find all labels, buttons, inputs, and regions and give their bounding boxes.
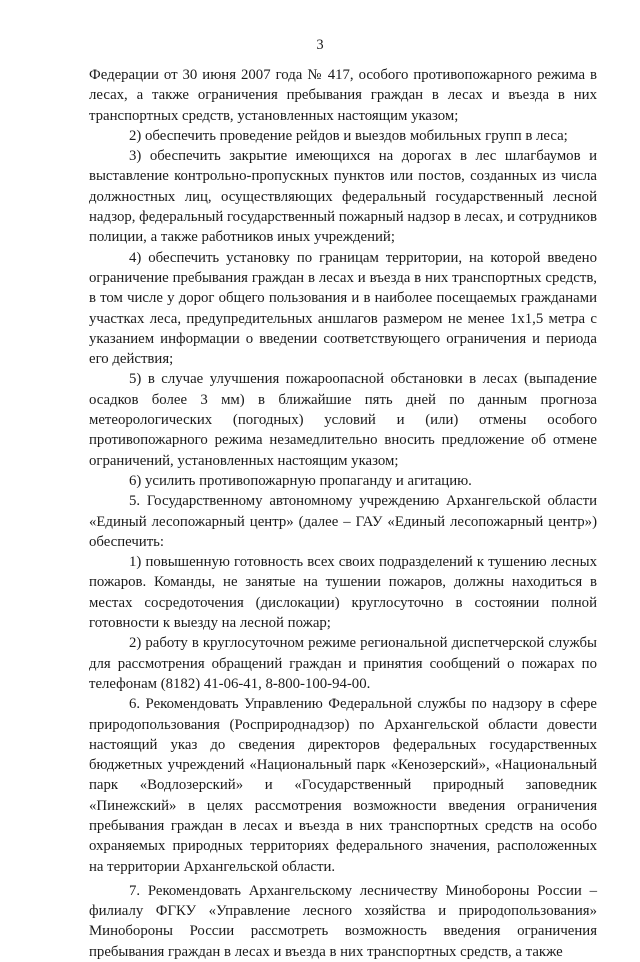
document-body [89,65,597,962]
paragraph-item-5-cancel-restrictions: 5) в случае улучшения пожароопасной обстановки в лесах (выпадение осадков более 3 мм) в ближайшие пять дней по данным прогноза метеорологических (погодных) условий и (или) отмены особого противопожарного режима незамедлительно вносить предложение об отмене ограничений, установленных настоящим указом; [89,371,597,469]
paragraph-item-4-signs: 4) обеспечить установку по границам территории, на которой введено ограничение пребывания граждан в лесах и въезда в них транспортных средств, в том числе у дорог общего пользования и в наиболее посещаемых гражданами участках леса, предупредительных аншлагов размером не менее 1х1,5 метра с указанием информации о введении соответствующего ограничения и периода его действия; [89,249,597,368]
paragraph-item-1-readiness: 1) повышенную готовность всех своих подразделений к тушению лесных пожаров. Команды, не занятые на тушении пожаров, должны находиться в местах сосредоточения (дислокации) круглосуточно в состоянии полной готовности к выезду на лесной пожар; [89,554,597,632]
paragraph-section-6-rosprirodnadzor: 6. Рекомендовать Управлению Федеральной службы по надзору в сфере природопользования (Росприроднадзор) по Архангельской области довести настоящий указ до сведения директоров федеральных государственных бюджетных учреждений «Национальный парк «Кенозерский», «Национальный парк «Водлозерский» и «Государственный природный заповедник «Пинежский» в целях рассмотрения возможности введения ограничения пребывания граждан в лесах и въезда в них транспортных средств на особо охраняемых природных территориях федерального значения, расположенных на территории Архангельской области. [89,696,597,875]
paragraph-item-3-barriers: 3) обеспечить закрытие имеющихся на дорогах в лес шлагбаумов и выставление контрольно-пропускных пунктов или постов, созданных из числа должностных лиц, осуществляющих федеральный государственный лесной надзор, федеральный государственный пожарный надзор в лесах, и сотрудников полиции, а также работников иных учреждений; [89,148,597,246]
paragraph-item-2-dispatch: 2) работу в круглосуточном режиме региональной диспетчерской службы для рассмотрения обращений граждан и принятия сообщений о пожарах по телефонам (8182) 41-06-41, 8-800-100-94-00. [89,635,597,692]
paragraph-item-2-raids: 2) обеспечить проведение рейдов и выездов мобильных групп в леса; [129,127,568,144]
page-number: 3 [316,37,324,53]
paragraph-section-5-fire-center: 5. Государственному автономному учреждению Архангельской области «Единый лесопожарный центр» (далее – ГАУ «Единый лесопожарный центр») обеспечить: [89,493,597,550]
paragraph-continuation: Федерации от 30 июня 2007 года № 417, особого противопожарного режима в лесах, а также ограничения пребывания граждан в лесах и въезда в них транспортных средств, установленных настоящим указом; [89,67,597,124]
paragraph-section-7-mod-forestry: 7. Рекомендовать Архангельскому лесничеству Минобороны России – филиалу ФГКУ «Управление лесного хозяйства и природопользования» Минобороны России рассмотреть возможность введения ограничения пребывания граждан в лесах и въезда в них транспортных средств, а также [89,882,597,960]
paragraph-item-6-propaganda: 6) усилить противопожарную пропаганду и агитацию. [129,472,472,489]
